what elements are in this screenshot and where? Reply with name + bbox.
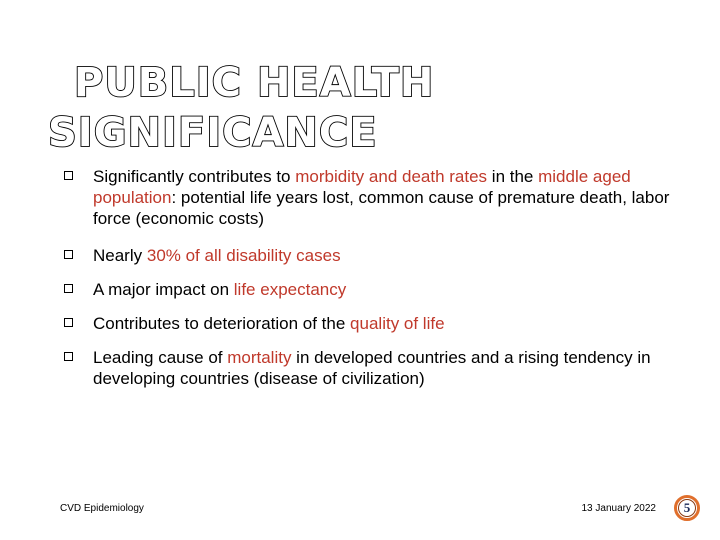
slide-title-line-1: PUBLIC HEALTH [74,60,435,106]
highlighted-text: quality of life [350,314,445,333]
slide-title [48,58,434,158]
bullet-text: Significantly contributes to [93,167,296,186]
footer-course-title: CVD Epidemiology [60,503,144,514]
square-bullet-icon [64,171,73,180]
bullet-text: in the [487,167,539,186]
highlighted-text: 30% of all disability cases [146,246,341,265]
highlighted-text: morbidity and death rates [295,167,488,186]
square-bullet-icon [64,352,73,361]
bullet-text: : potential life years lost, common cause of premature death, labor force (economic costs) [93,188,670,228]
bullet-text: Leading cause of [93,348,228,367]
footer-date: 13 January 2022 [581,503,656,514]
bullet-item [62,245,682,266]
bullet-item [62,347,682,389]
bullet-text: A major impact on [93,280,234,299]
square-bullet-icon [64,250,73,259]
highlighted-text: mortality [227,348,292,367]
highlighted-text: life expectancy [233,280,347,299]
square-bullet-icon [64,318,73,327]
highlighted-text: middle aged population [93,167,631,207]
bullet-list [62,166,682,402]
bullet-item [62,166,682,229]
bullet-item [62,313,682,334]
slide-title-line-2: SIGNIFICANCE [48,110,378,156]
page-number: 5 [683,500,691,515]
bullet-text: in developed countries and a rising tendency in developing countries (disease of civilization) [93,348,651,388]
bullet-item [62,279,682,300]
page-number-badge [674,495,700,521]
square-bullet-icon [64,284,73,293]
bullet-text: Nearly [93,246,147,265]
bullet-text: Contributes to deterioration of the [93,314,351,333]
